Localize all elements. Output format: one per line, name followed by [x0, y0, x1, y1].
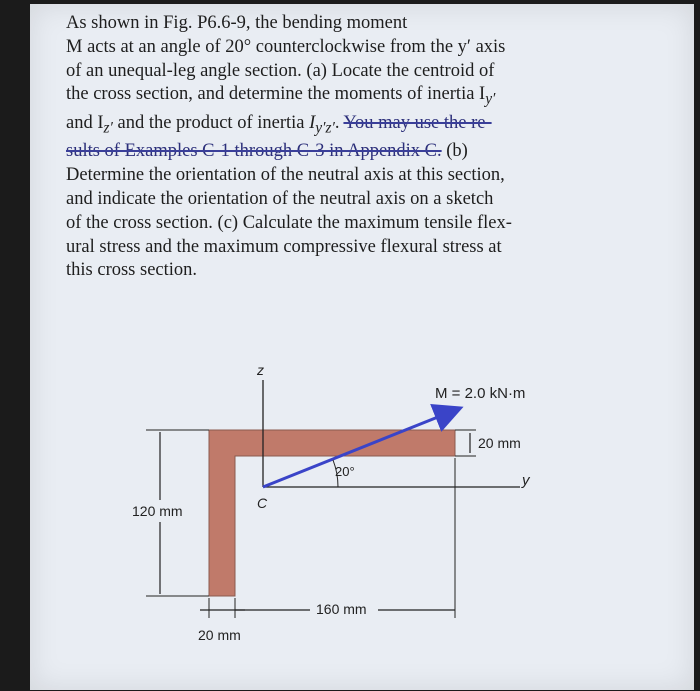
dim-height-label: 120 mm: [132, 503, 183, 519]
moment-label: M = 2.0 kN·m: [435, 385, 526, 402]
text-line-1: As shown in Fig. P6.6-9, the bending moment: [66, 13, 408, 33]
text-line-6-tail: (b): [441, 141, 468, 162]
text-line-10: ural stress and the maximum compressive flexural stress at: [66, 236, 502, 257]
dim-top-thickness-label: 20 mm: [478, 435, 521, 451]
dim-leg-thickness-label: 20 mm: [198, 627, 241, 643]
product-inertia-symbol: I: [309, 112, 316, 133]
iyz-subscript: y′z′: [315, 119, 335, 137]
dim-width-label: 160 mm: [316, 601, 367, 617]
angle-label: 20°: [335, 464, 355, 479]
text-line-7: Determine the orientation of the neutral axis at this section,: [66, 165, 505, 186]
struck-text-1: You may use the re-: [343, 112, 492, 133]
centroid-label: C: [257, 495, 268, 511]
iz-subscript: z′: [103, 119, 113, 137]
text-line-5: and $I_{z'}$ and the product of inertia $I_{y'z'}$. You may use the re-: [66, 112, 492, 137]
text-line-4-main: the cross section, and determine the moments of inertia I: [66, 84, 486, 105]
struck-text-2: sults of Examples C-1 through C-3 in Appendix C.: [66, 141, 442, 162]
y-axis-label: y: [522, 472, 530, 489]
text-line-3: of an unequal-leg angle section. (a) Locate the centroid of: [66, 60, 495, 81]
iy-subscript: y′: [485, 91, 496, 109]
text-line-11: this cross section.: [66, 260, 198, 281]
text-line-9: of the cross section. (c) Calculate the maximum tensile flex-: [66, 212, 512, 233]
text-line-5-start: and I: [66, 112, 104, 133]
z-axis-label: z: [257, 362, 264, 378]
text-line-2: M acts at an angle of 20° counterclockwise from the y′ axis: [66, 36, 506, 57]
text-line-5-and: and the product of inertia: [112, 112, 310, 133]
text-line-8: and indicate the orientation of the neutral axis on a sketch: [66, 188, 494, 209]
angle-section-shape: [209, 430, 455, 596]
